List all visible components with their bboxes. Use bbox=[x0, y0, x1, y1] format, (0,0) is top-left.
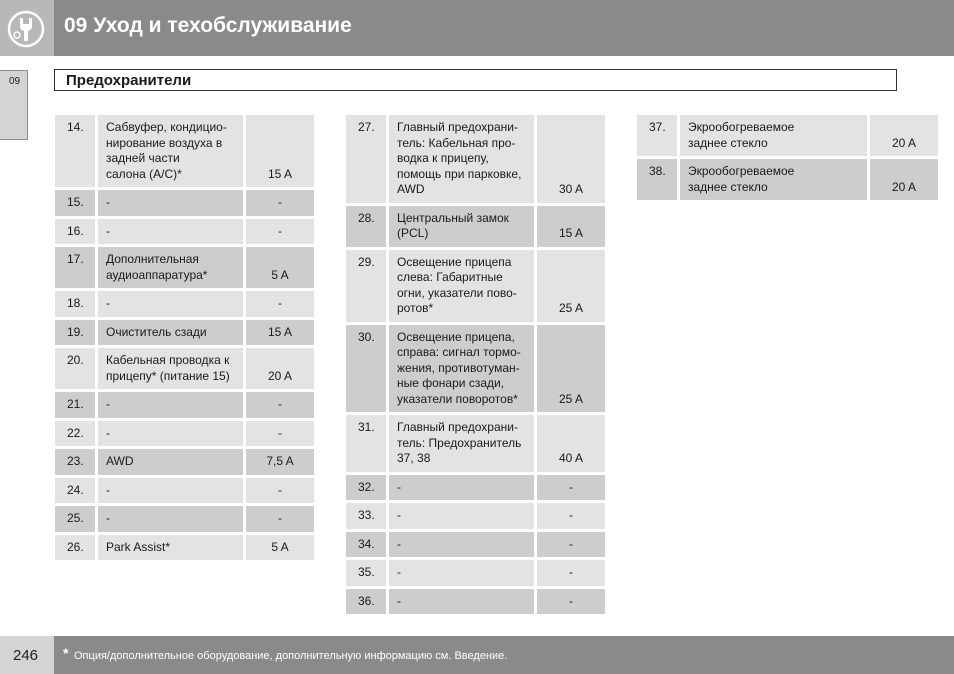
fuse-amperage: - bbox=[243, 392, 314, 418]
fuse-description: Главный предохрани- тель: Предохранитель 37, 38 bbox=[386, 415, 534, 472]
fuse-amperage: 15 A bbox=[243, 115, 314, 187]
fuse-amperage: - bbox=[243, 506, 314, 532]
fuse-amperage: - bbox=[243, 478, 314, 504]
fuse-number: 38. bbox=[637, 159, 677, 200]
fuse-row bbox=[55, 115, 314, 190]
fuse-description: Освещение прицепа слева: Габаритные огни, указатели пово- ротов* bbox=[386, 250, 534, 322]
chapter-icon-box bbox=[0, 0, 54, 56]
fuse-amperage: - bbox=[243, 421, 314, 447]
fuse-description: - bbox=[95, 421, 243, 447]
fuse-row bbox=[346, 589, 605, 615]
fuse-row bbox=[55, 421, 314, 450]
fuse-row bbox=[55, 478, 314, 507]
fuse-amperage: - bbox=[534, 532, 605, 558]
fuse-number: 29. bbox=[346, 250, 386, 322]
chapter-title: 09 Уход и техобслуживание bbox=[64, 14, 352, 37]
fuse-row bbox=[55, 291, 314, 320]
fuse-number: 30. bbox=[346, 325, 386, 413]
fuse-description: - bbox=[386, 532, 534, 558]
fuse-row bbox=[55, 449, 314, 478]
fuse-description: - bbox=[95, 506, 243, 532]
fuse-number: 28. bbox=[346, 206, 386, 247]
chapter-tab-label: 09 bbox=[9, 76, 21, 87]
fuse-number: 36. bbox=[346, 589, 386, 615]
fuse-amperage: 30 A bbox=[534, 115, 605, 203]
fuse-description: - bbox=[95, 478, 243, 504]
fuse-amperage: 5 A bbox=[243, 535, 314, 561]
fuse-number: 26. bbox=[55, 535, 95, 561]
page-header bbox=[0, 0, 954, 56]
fuse-description: - bbox=[386, 475, 534, 501]
fuse-amperage: - bbox=[243, 219, 314, 245]
fuse-number: 24. bbox=[55, 478, 95, 504]
fuse-number: 14. bbox=[55, 115, 95, 187]
chapter-tab bbox=[0, 70, 28, 140]
fuse-amperage: - bbox=[534, 560, 605, 586]
section-title-box bbox=[54, 69, 897, 91]
fuse-amperage: 20 A bbox=[243, 348, 314, 389]
fuse-number: 15. bbox=[55, 190, 95, 216]
fuse-description: AWD bbox=[95, 449, 243, 475]
fuse-description: Park Assist* bbox=[95, 535, 243, 561]
fuse-number: 34. bbox=[346, 532, 386, 558]
fuse-row bbox=[55, 506, 314, 535]
fuse-row bbox=[346, 115, 605, 206]
fuse-row bbox=[346, 560, 605, 589]
fuse-number: 25. bbox=[55, 506, 95, 532]
fuse-description: - bbox=[95, 392, 243, 418]
fuse-row bbox=[55, 348, 314, 392]
fuse-description: Экрообогреваемое заднее стекло bbox=[677, 159, 867, 200]
fuse-description: Освещение прицепа, справа: сигнал тормо- жения, противотуман- ные фонари сзади, указатели поворотов* bbox=[386, 325, 534, 413]
fuse-table-3 bbox=[637, 115, 938, 200]
fuse-row bbox=[346, 206, 605, 250]
fuse-amperage: - bbox=[243, 291, 314, 317]
fuse-amperage: 20 A bbox=[867, 115, 938, 156]
page-number: 246 bbox=[13, 647, 39, 664]
fuse-row bbox=[346, 532, 605, 561]
page-number-box bbox=[0, 636, 54, 674]
fuse-row bbox=[346, 503, 605, 532]
fuse-amperage: - bbox=[534, 589, 605, 615]
fuse-table-2 bbox=[346, 115, 605, 614]
fuse-description: - bbox=[386, 503, 534, 529]
fuse-amperage: - bbox=[534, 475, 605, 501]
fuse-number: 35. bbox=[346, 560, 386, 586]
fuse-amperage: 20 A bbox=[867, 159, 938, 200]
fuse-amperage: 25 A bbox=[534, 250, 605, 322]
fuse-number: 19. bbox=[55, 320, 95, 346]
fuse-row bbox=[346, 475, 605, 504]
fuse-amperage: - bbox=[243, 190, 314, 216]
fuse-number: 31. bbox=[346, 415, 386, 472]
fuse-number: 23. bbox=[55, 449, 95, 475]
fuse-description: Дополнительная аудиоаппаратура* bbox=[95, 247, 243, 288]
fuse-amperage: 25 A bbox=[534, 325, 605, 413]
fuse-description: Очиститель сзади bbox=[95, 320, 243, 346]
fuse-row bbox=[55, 392, 314, 421]
fuse-row bbox=[346, 250, 605, 325]
fuse-description: Центральный замок (PCL) bbox=[386, 206, 534, 247]
fuse-number: 27. bbox=[346, 115, 386, 203]
fuse-number: 33. bbox=[346, 503, 386, 529]
fuse-amperage: 40 A bbox=[534, 415, 605, 472]
fuse-row bbox=[637, 115, 938, 159]
fuse-description: Кабельная проводка к прицепу* (питание 15) bbox=[95, 348, 243, 389]
footnote-star: * bbox=[63, 645, 69, 661]
fuse-number: 18. bbox=[55, 291, 95, 317]
fuse-description: - bbox=[386, 560, 534, 586]
fuse-row bbox=[55, 219, 314, 248]
footnote-bar bbox=[54, 636, 954, 674]
fuse-row bbox=[55, 320, 314, 349]
fuse-description: - bbox=[95, 219, 243, 245]
fuse-row bbox=[55, 535, 314, 561]
fuse-amperage: 5 A bbox=[243, 247, 314, 288]
fuse-table-1 bbox=[55, 115, 314, 560]
fuse-row bbox=[346, 325, 605, 416]
section-title: Предохранители bbox=[66, 72, 192, 89]
fuse-row bbox=[55, 247, 314, 291]
wrench-icon bbox=[6, 9, 46, 49]
fuse-number: 37. bbox=[637, 115, 677, 156]
fuse-amperage: 15 A bbox=[534, 206, 605, 247]
fuse-number: 32. bbox=[346, 475, 386, 501]
fuse-description: - bbox=[386, 589, 534, 615]
footnote-text: Опция/дополнительное оборудование, дополнительную информацию см. Введение. bbox=[74, 650, 508, 662]
fuse-number: 16. bbox=[55, 219, 95, 245]
fuse-row bbox=[637, 159, 938, 200]
fuse-description: Сабвуфер, кондицио- нирование воздуха в задней части салона (A/C)* bbox=[95, 115, 243, 187]
fuse-row bbox=[55, 190, 314, 219]
page-footer bbox=[0, 636, 954, 674]
fuse-amperage: - bbox=[534, 503, 605, 529]
fuse-row bbox=[346, 415, 605, 475]
fuse-description: - bbox=[95, 291, 243, 317]
fuse-amperage: 7,5 A bbox=[243, 449, 314, 475]
fuse-amperage: 15 A bbox=[243, 320, 314, 346]
fuse-number: 22. bbox=[55, 421, 95, 447]
fuse-number: 20. bbox=[55, 348, 95, 389]
fuse-number: 21. bbox=[55, 392, 95, 418]
fuse-description: Экрообогреваемое заднее стекло bbox=[677, 115, 867, 156]
fuse-description: - bbox=[95, 190, 243, 216]
fuse-number: 17. bbox=[55, 247, 95, 288]
fuse-description: Главный предохрани- тель: Кабельная про- водка к прицепу, помощь при парковке, AWD bbox=[386, 115, 534, 203]
